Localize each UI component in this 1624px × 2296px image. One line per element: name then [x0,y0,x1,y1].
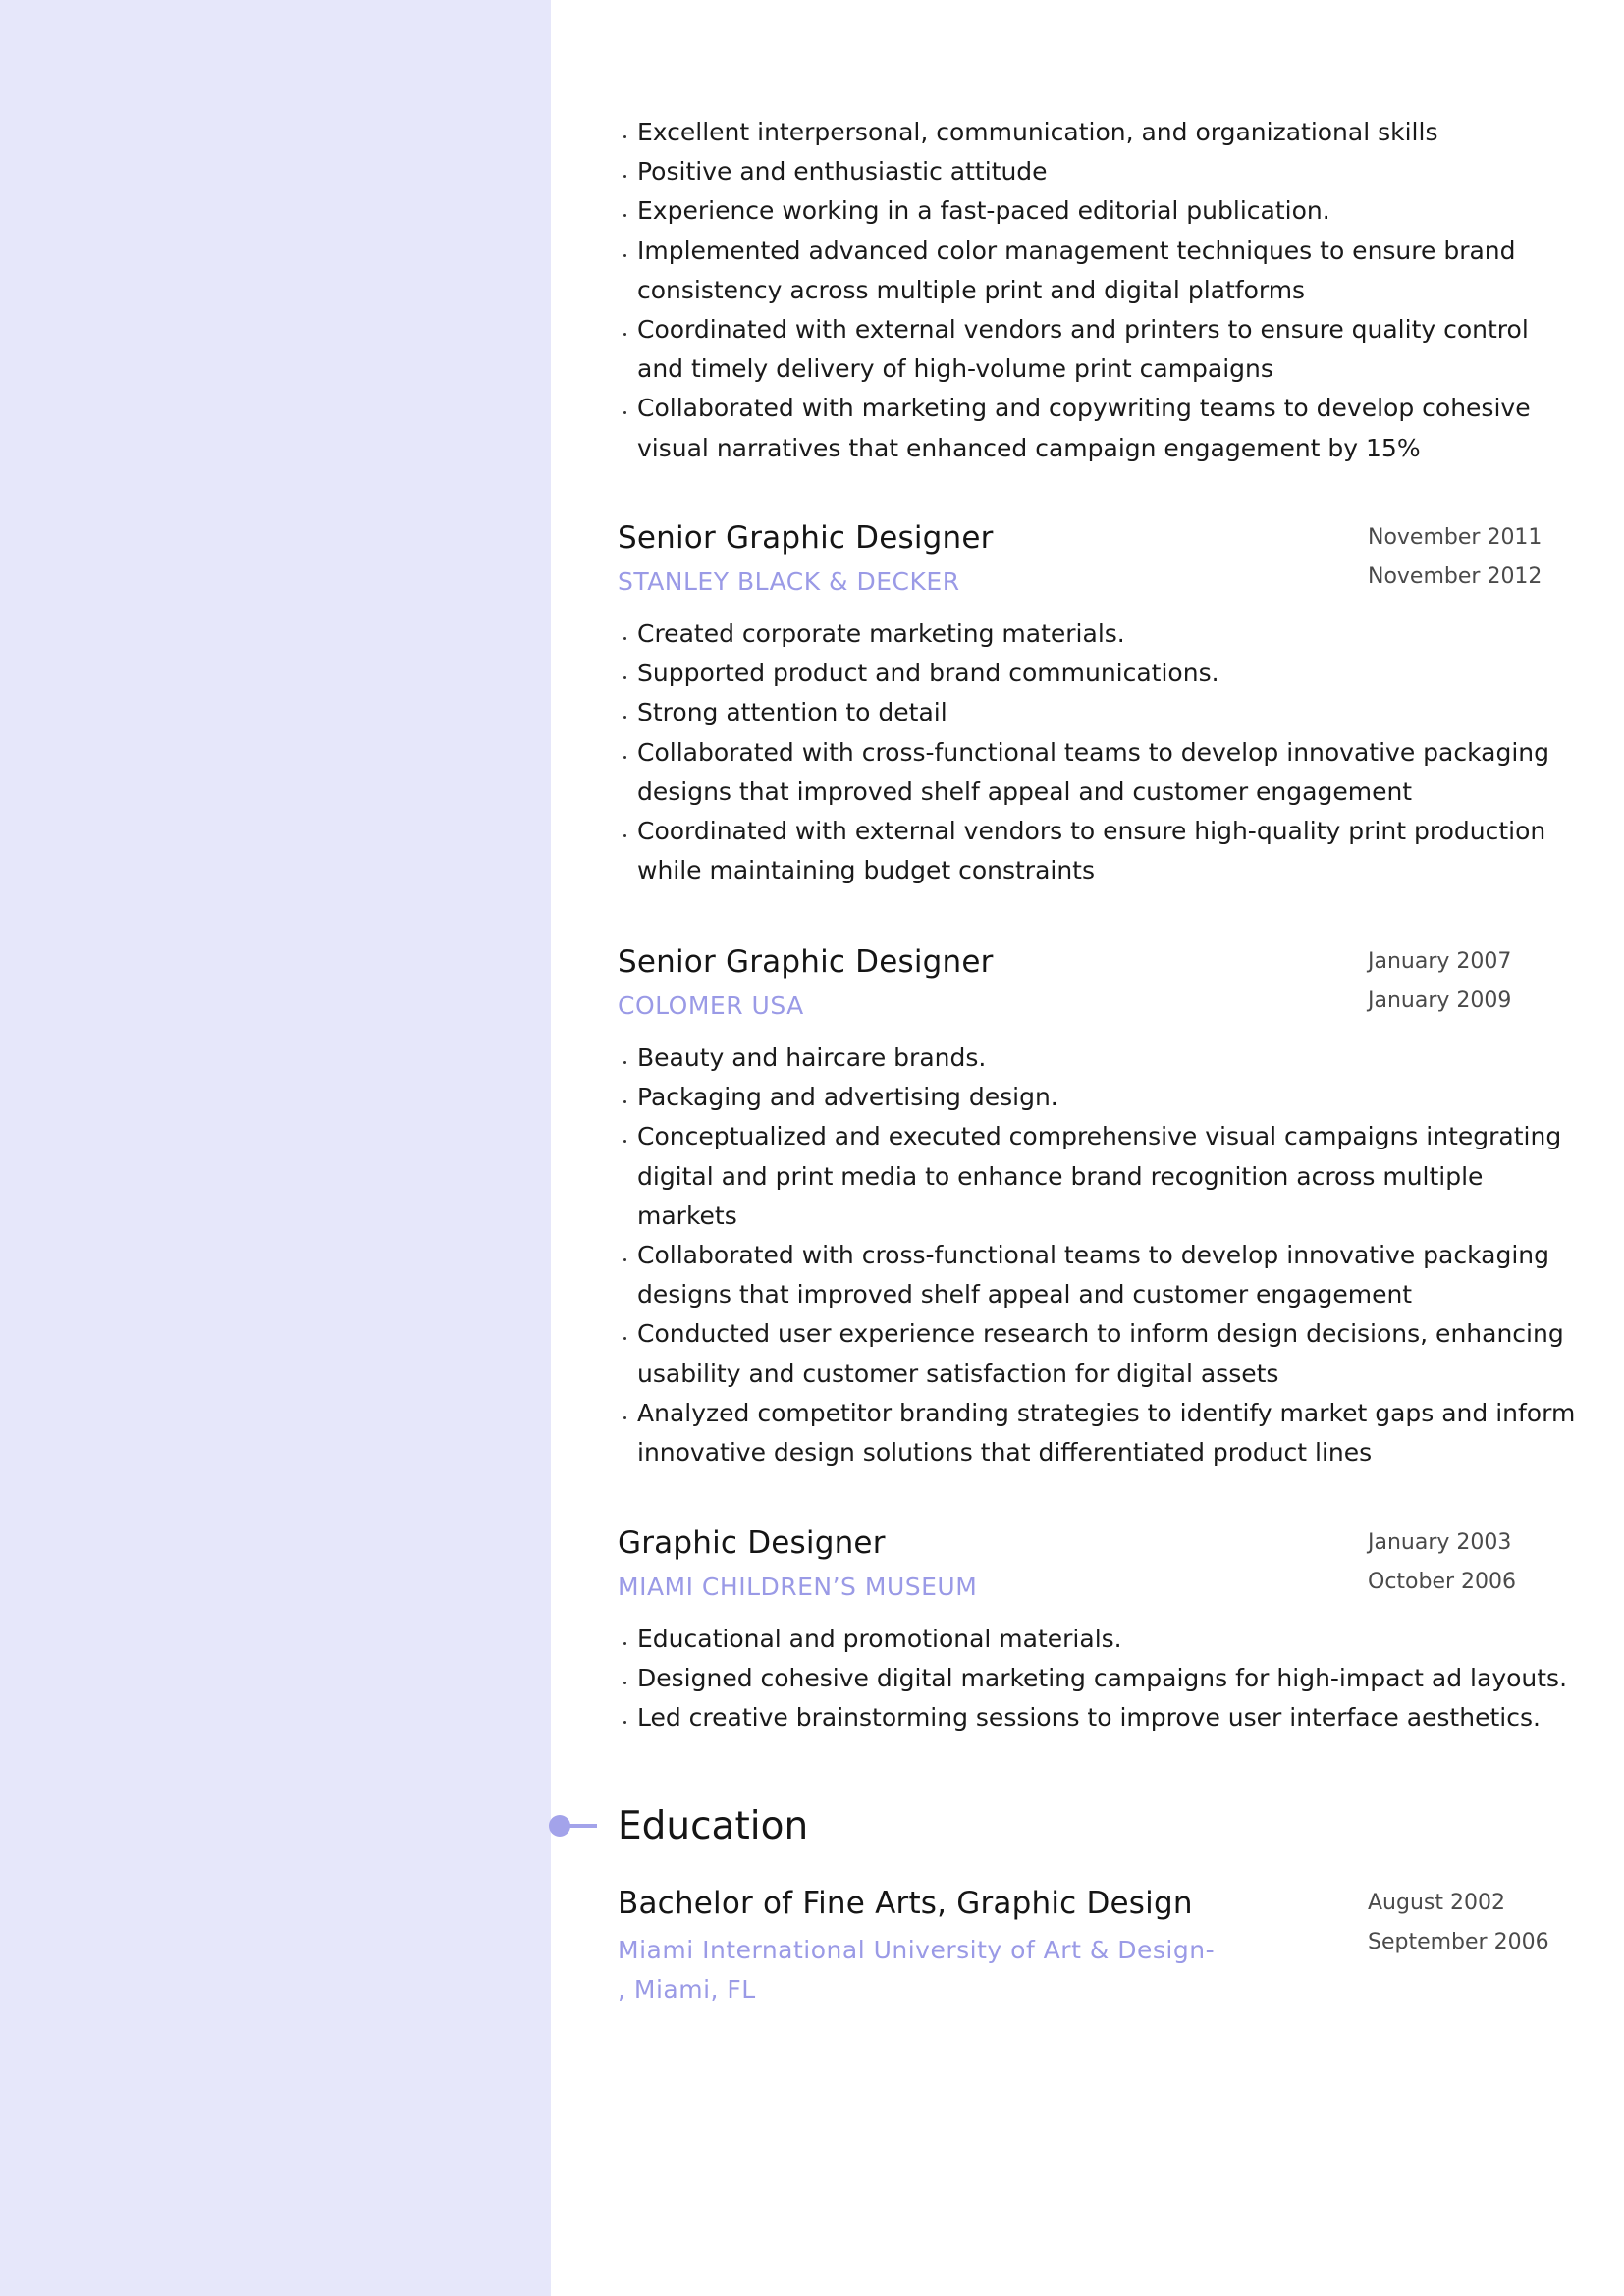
list-item: Beauty and haircare brands. [618,1039,1580,1078]
end-date: November 2012 [1368,564,1543,589]
sidebar-panel [0,0,551,2296]
start-date: November 2011 [1368,525,1543,550]
start-date: January 2007 [1368,949,1512,974]
education-dates [1368,1884,1549,1962]
list-item: Educational and promotional materials. [618,1620,1580,1659]
list-item: Led creative brainstorming sessions to improve user interface aesthetics. [618,1698,1580,1737]
list-item: Positive and enthusiastic attitude [618,152,1580,191]
end-date: September 2006 [1368,1930,1549,1954]
end-date: October 2006 [1368,1570,1517,1594]
start-date: August 2002 [1368,1891,1505,1915]
list-item: Created corporate marketing materials. [618,614,1580,654]
list-item: Strong attention to detail [618,693,1580,732]
list-item: Conducted user experience research to inform design decisions, enhancing usability and customer satisfaction for digital assets [618,1314,1580,1393]
job-dates [1368,518,1542,597]
list-item: Experience working in a fast-paced editorial publication. [618,191,1580,231]
company-name: STANLEY BLACK & DECKER [618,567,960,596]
intro-bullet-list [618,113,1580,468]
list-item: Coordinated with external vendors to ensure high-quality print production while maintaining budget constraints [618,812,1580,890]
education-section-header [618,1802,1580,1851]
list-item: Conceptualized and executed comprehensive visual campaigns integrating digital and print media to enhance brand recognition across multiple markets [618,1117,1580,1236]
job-dates [1368,1523,1516,1602]
list-item: Analyzed competitor branding strategies to identify market gaps and inform innovative design solutions that differentiated product lines [618,1394,1580,1472]
list-item: Collaborated with cross-functional teams to develop innovative packaging designs that improved shelf appeal and customer engagement [618,1236,1580,1314]
list-item: Collaborated with cross-functional teams to develop innovative packaging designs that improved shelf appeal and customer engagement [618,733,1580,812]
school-name: Miami International University of Art & Design- , Miami, FL [618,1936,1216,2003]
list-item: Packaging and advertising design. [618,1078,1580,1117]
degree-title: Bachelor of Fine Arts, Graphic Design [618,1886,1193,1921]
company-name: COLOMER USA [618,991,804,1020]
job-title: Senior Graphic Designer [618,520,994,556]
list-item: Excellent interpersonal, communication, and organizational skills [618,113,1580,152]
start-date: January 2003 [1368,1530,1512,1555]
list-item: Supported product and brand communications. [618,654,1580,693]
job-title: Graphic Designer [618,1525,886,1561]
company-name: MIAMI CHILDREN’S MUSEUM [618,1573,978,1601]
section-title: Education [618,1804,809,1848]
end-date: January 2009 [1368,988,1512,1013]
job-bullet-list [618,1620,1580,1738]
list-item: Implemented advanced color management techniques to ensure brand consistency across multiple print and digital platforms [618,232,1580,310]
list-item: Collaborated with marketing and copywriting teams to develop cohesive visual narratives that enhanced campaign engagement by 15% [618,389,1580,467]
list-item: Coordinated with external vendors and printers to ensure quality control and timely delivery of high-volume print campaigns [618,310,1580,389]
list-item: Designed cohesive digital marketing campaigns for high-impact ad layouts. [618,1659,1580,1698]
job-dates [1368,942,1511,1021]
job-title: Senior Graphic Designer [618,944,994,980]
job-bullet-list [618,614,1580,890]
job-bullet-list [618,1039,1580,1472]
timeline-connector [568,1824,597,1828]
